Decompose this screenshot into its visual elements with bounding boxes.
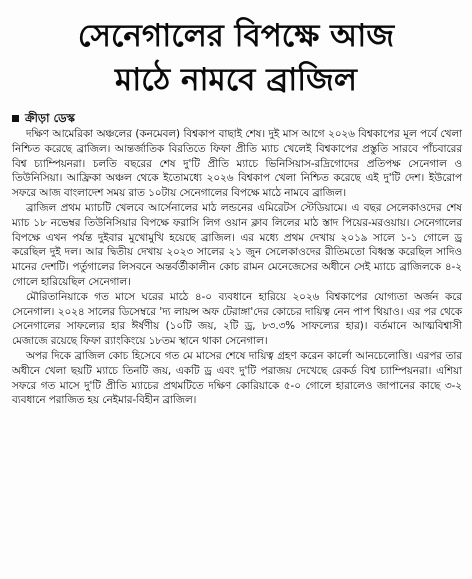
byline-text: ক্রীড়া ডেস্ক xyxy=(25,111,75,125)
paragraph: ব্রাজিল প্রথম ম্যাচটি খেলবে আর্সেনালের মাঠ লন্ডনের এমিরেটস স্টেডিয়ামে। এ বছর সেলেকাওদের শেষ ম্যাচ ১৮ নভেম্বর তিউনিসিয়ার বিপক্ষে ফরাসি লিগ ওয়ান ক্লাব লিলের মাঠ স্তাদ পিয়ের-মরওয়ায়। সেনেগালের বিপক্ষে এখন পর্যন্ত দুইবার মুখোমুখি হয়েছে ব্রাজিল। এর মধ্যে প্রথম দেখায় ২০১৯ সালে ১-১ গোলে ড্র করেছিল দুই দল। আর দ্বিতীয় দেখায় ২০২৩ সালের ২১ জুন সেলেকাওদের রীতিমতো বিধ্বস্ত করেছিল সাদিও মানের দেশটি। পর্তুগালের লিসবনে অন্তর্বর্তীকালীন কোচ রামন মেনেজেসের অধীনে সেই ম্যাচে ব্রাজিলকে ৪-২ গোলে হারিয়েছিল সেনেগাল। xyxy=(12,201,462,288)
headline-line-1: সেনেগালের বিপক্ষে আজ xyxy=(77,18,395,54)
headline-line-2: মাঠে নামবে ব্রাজিল xyxy=(115,62,357,98)
article-body xyxy=(12,127,462,408)
paragraph: অপর দিকে ব্রাজিল কোচ হিসেবে গত মে মাসের শেষে দায়িত্ব গ্রহণ করেন কার্লো আনচেলোত্তি। এরপর তার অধীনে খেলা ছয়টি ম্যাচে তিনটি জয়, একটি ড্র এবং দু'টি পরাজয় দেখেছে রেকর্ড বিশ্ব চ্যাম্পিয়নরা। এশিয়া সফরে গত মাসে দু'টি প্রীতি ম্যাচের প্রথমটিতে দক্ষিণ কোরিয়াকে ৫-০ গোলে হারালেও জাপানের কাছে ৩-২ ব্যবধানে পরাজিত হয় নেইমার-বিহীন ব্রাজিল। xyxy=(12,349,462,407)
paragraph: দক্ষিণ আমেরিকা অঞ্চলের (কনমেবল) বিশ্বকাপ বাছাই শেষ। দুই মাস আগে ২০২৬ বিশ্বকাপের মূল পর্বে খেলা নিশ্চিত করেছে ব্রাজিল। আন্তর্জাতিক বিরতিতে ফিফা প্রীতি ম্যাচ খেলেই বিশ্বকাপের প্রস্তুতি সারবে পাঁচবারের বিশ্ব চ্যাম্পিয়নরা। চলতি বছরের শেষ দু'টি প্রীতি ম্যাচে ভিনিসিয়াস-রদ্রিগোদের প্রতিপক্ষ সেনেগাল ও তিউনিসিয়া। আফ্রিকা অঞ্চল থেকে ইতোমধ্যে ২০২৬ বিশ্বকাপ খেলা নিশ্চিত করেছে এই দু'টি দেশ। ইউরোপ সফরে আজ বাংলাদেশ সময় রাত ১০টায় সেনেগালের বিপক্ষে মাঠে নামবে ব্রাজিল। xyxy=(12,128,462,200)
byline xyxy=(12,110,472,126)
headline xyxy=(0,0,472,102)
paragraph: মৌরিতানিয়াকে গত মাসে ঘরের মাঠে ৪-০ ব্যবধানে হারিয়ে ২০২৬ বিশ্বকাপের যোগ্যতা অর্জন করে সেনেগাল। ২০২৪ সালের ডিসেম্বরে 'দ্য লায়ন্স অফ টেরাঙ্গা'দের কোচের দায়িত্ব নেন পাপ থিয়াও। এর পর থেকে সেনেগালের সাফল্যের হার ঈর্ষণীয় (১০টি জয়, ২টি ড্র, ৮৩.৩% সাফল্যের হার)। বর্তমানে আত্মবিশ্বাসী মেজাজে রয়েছে ফিফা র‍্যাংকিংয়ে ১৮তম স্থানে থাকা সেনেগাল। xyxy=(12,290,462,348)
square-bullet-icon xyxy=(12,115,19,122)
